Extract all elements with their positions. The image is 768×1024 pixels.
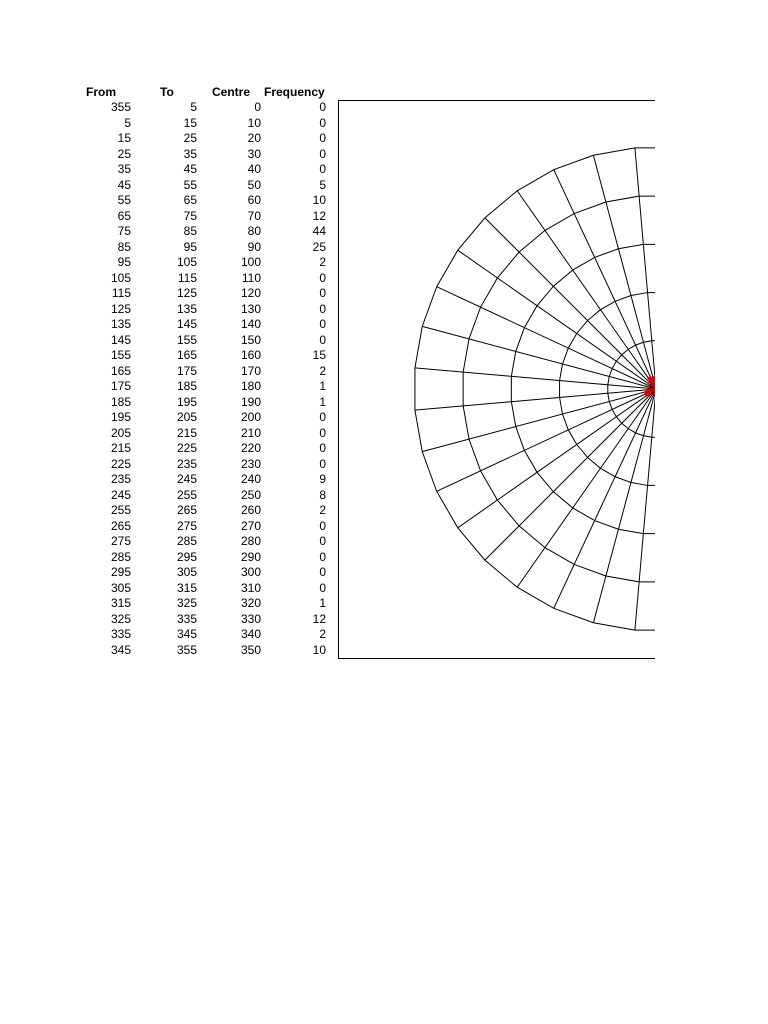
cell-frequency: 0 [319, 162, 326, 176]
cell-to: 35 [183, 146, 197, 161]
cell-from: 15 [117, 131, 131, 145]
cell-centre: 170 [240, 363, 261, 378]
cell-frequency: 0 [319, 301, 326, 316]
cell-from: 155 [110, 348, 131, 362]
rose-chart-frame [338, 100, 655, 659]
cell-frequency: 1 [319, 394, 326, 409]
cell-frequency: 0 [319, 115, 326, 130]
cell-to: 205 [176, 410, 197, 424]
cell-from: 205 [110, 425, 131, 440]
cell-frequency: 8 [319, 487, 326, 502]
grid-spoke [517, 191, 655, 389]
cell-to: 105 [176, 255, 197, 269]
cell-to: 95 [183, 239, 197, 254]
grid-spoke [458, 250, 655, 389]
grid-spoke [485, 389, 655, 560]
cell-centre: 220 [240, 441, 261, 455]
cell-centre: 350 [240, 642, 261, 657]
cell-frequency: 2 [319, 503, 326, 517]
cell-from: 235 [110, 472, 131, 486]
cell-from: 25 [117, 146, 131, 161]
cell-from: 325 [110, 611, 131, 626]
cell-from: 45 [117, 177, 131, 192]
cell-centre: 140 [240, 317, 261, 331]
cell-frequency: 0 [319, 146, 326, 161]
cell-frequency: 0 [319, 425, 326, 440]
cell-frequency: 0 [319, 286, 326, 300]
cell-centre: 80 [247, 224, 261, 238]
cell-centre: 30 [247, 146, 261, 161]
cell-frequency: 0 [319, 456, 326, 471]
rose-diagram [339, 101, 655, 659]
cell-from: 275 [110, 534, 131, 548]
cell-frequency: 1 [319, 379, 326, 393]
cell-frequency: 5 [319, 177, 326, 192]
cell-centre: 330 [240, 611, 261, 626]
cell-centre: 240 [240, 472, 261, 486]
cell-from: 125 [110, 301, 131, 316]
cell-centre: 290 [240, 549, 261, 564]
cell-frequency: 25 [312, 239, 326, 254]
cell-frequency: 0 [319, 580, 326, 595]
cell-centre: 260 [240, 503, 261, 517]
cell-centre: 210 [240, 425, 261, 440]
cell-to: 45 [183, 162, 197, 176]
cell-frequency: 0 [319, 565, 326, 579]
cell-to: 255 [176, 487, 197, 502]
grid-spoke [422, 389, 655, 452]
grid-spoke [458, 389, 655, 528]
cell-to: 225 [176, 441, 197, 455]
cell-centre: 120 [240, 286, 261, 300]
cell-centre: 110 [241, 270, 261, 285]
cell-centre: 130 [240, 301, 261, 316]
cell-frequency: 0 [319, 270, 326, 285]
cell-from: 5 [124, 115, 131, 130]
cell-to: 135 [176, 301, 197, 316]
grid-ring-5 [415, 148, 655, 630]
cell-centre: 250 [240, 487, 261, 502]
cell-from: 115 [111, 286, 131, 300]
cell-centre: 0 [254, 100, 261, 114]
grid-spoke [517, 389, 655, 587]
cell-centre: 60 [247, 193, 261, 207]
cell-frequency: 1 [319, 596, 326, 610]
header-frequency: Frequency [264, 85, 325, 99]
grid-spoke [635, 389, 655, 630]
cell-from: 65 [117, 208, 131, 223]
cell-from: 255 [110, 503, 131, 517]
cell-to: 165 [176, 348, 197, 362]
cell-to: 295 [176, 549, 197, 564]
cell-frequency: 0 [319, 410, 326, 424]
cell-centre: 270 [240, 518, 261, 533]
cell-centre: 200 [240, 410, 261, 424]
cell-frequency: 0 [319, 549, 326, 564]
cell-frequency: 2 [319, 627, 326, 641]
cell-centre: 10 [247, 115, 261, 130]
cell-centre: 160 [240, 348, 261, 362]
cell-centre: 190 [240, 394, 261, 409]
cell-from: 195 [110, 410, 131, 424]
grid-ring-3 [511, 244, 655, 533]
cell-centre: 310 [240, 580, 261, 595]
cell-from: 75 [117, 224, 131, 238]
cell-frequency: 0 [319, 441, 326, 455]
cell-to: 245 [176, 472, 197, 486]
cell-from: 105 [110, 270, 131, 285]
cell-to: 55 [183, 177, 197, 192]
grid-spoke [485, 218, 655, 389]
cell-to: 215 [176, 425, 197, 440]
cell-to: 275 [176, 518, 197, 533]
cell-from: 185 [110, 394, 131, 409]
cell-to: 315 [176, 580, 197, 595]
cell-frequency: 2 [319, 363, 326, 378]
cell-from: 165 [110, 363, 131, 378]
cell-to: 155 [176, 332, 197, 347]
cell-from: 295 [110, 565, 131, 579]
cell-frequency: 0 [319, 332, 326, 347]
cell-from: 95 [117, 255, 131, 269]
header-from: From [86, 85, 116, 99]
cell-from: 305 [110, 580, 131, 595]
cell-from: 175 [110, 379, 131, 393]
cell-frequency: 44 [312, 224, 326, 238]
cell-centre: 50 [247, 177, 261, 192]
cell-frequency: 15 [312, 348, 326, 362]
cell-to: 175 [176, 363, 197, 378]
cell-centre: 100 [240, 255, 261, 269]
cell-frequency: 9 [319, 472, 326, 486]
cell-frequency: 0 [319, 131, 326, 145]
cell-centre: 300 [240, 565, 261, 579]
cell-to: 75 [183, 208, 197, 223]
cell-frequency: 2 [319, 255, 326, 269]
cell-centre: 320 [240, 596, 261, 610]
cell-to: 115 [177, 270, 197, 285]
cell-centre: 90 [247, 239, 261, 254]
cell-to: 5 [190, 100, 197, 114]
cell-to: 25 [183, 131, 197, 145]
cell-frequency: 0 [319, 518, 326, 533]
cell-to: 85 [183, 224, 197, 238]
grid-spoke [422, 326, 655, 389]
cell-to: 195 [176, 394, 197, 409]
cell-to: 305 [176, 565, 197, 579]
grid-spoke [635, 148, 655, 389]
cell-frequency: 12 [312, 611, 326, 626]
cell-to: 345 [176, 627, 197, 641]
cell-to: 265 [176, 503, 197, 517]
cell-to: 335 [176, 611, 197, 626]
cell-frequency: 10 [312, 642, 326, 657]
cell-centre: 150 [240, 332, 261, 347]
cell-from: 355 [110, 100, 131, 114]
cell-from: 135 [110, 317, 131, 331]
cell-from: 225 [110, 456, 131, 471]
cell-to: 325 [176, 596, 197, 610]
cell-centre: 40 [247, 162, 261, 176]
cell-to: 235 [176, 456, 197, 471]
cell-frequency: 0 [319, 317, 326, 331]
cell-from: 85 [117, 239, 131, 254]
cell-from: 285 [110, 549, 131, 564]
grid-spoke [415, 389, 655, 410]
cell-from: 215 [110, 441, 131, 455]
cell-from: 315 [110, 596, 131, 610]
cell-frequency: 0 [319, 100, 326, 114]
cell-to: 15 [183, 115, 197, 130]
cell-from: 245 [110, 487, 131, 502]
cell-centre: 70 [247, 208, 261, 223]
cell-centre: 20 [247, 131, 261, 145]
cell-centre: 280 [240, 534, 261, 548]
cell-centre: 230 [240, 456, 261, 471]
cell-to: 285 [176, 534, 197, 548]
cell-from: 335 [110, 627, 131, 641]
header-to: To [160, 85, 174, 99]
cell-from: 145 [110, 332, 131, 347]
cell-frequency: 0 [319, 534, 326, 548]
cell-to: 65 [183, 193, 197, 207]
cell-centre: 340 [240, 627, 261, 641]
cell-frequency: 12 [312, 208, 326, 223]
cell-from: 35 [117, 162, 131, 176]
cell-to: 185 [176, 379, 197, 393]
cell-from: 55 [117, 193, 131, 207]
cell-from: 345 [110, 642, 131, 657]
cell-frequency: 10 [312, 193, 326, 207]
header-centre: Centre [212, 85, 251, 99]
cell-centre: 180 [240, 379, 261, 393]
cell-to: 355 [176, 642, 197, 657]
cell-from: 265 [110, 518, 131, 533]
cell-to: 145 [176, 317, 197, 331]
cell-to: 125 [176, 286, 197, 300]
grid-spoke [415, 368, 655, 389]
